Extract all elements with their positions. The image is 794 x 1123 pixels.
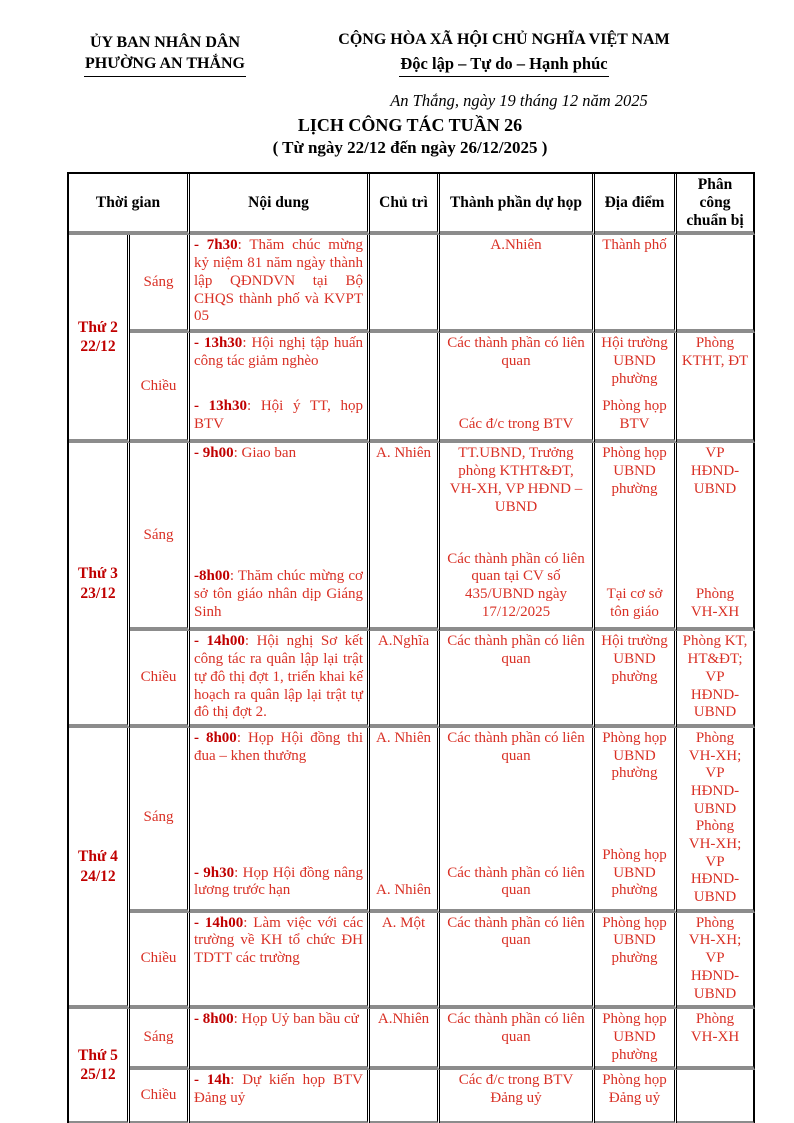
schedule-item-noidung (194, 865, 363, 900)
session-cell (130, 728, 190, 913)
schedule-item-noidung (194, 398, 363, 433)
cell-dia-diem (595, 443, 677, 631)
schedule-row (69, 235, 755, 333)
cell-noi-dung (190, 913, 370, 1009)
schedule-item-thanh_phan: Các đ/c trong BTV (458, 415, 574, 432)
cell-phan-cong (677, 443, 755, 631)
cell-phan-cong (677, 728, 755, 913)
schedule-item-phan_cong: Phòng KT, HT&ĐT; VP HĐND-UBND (682, 633, 748, 721)
header-noi-dung: Nội dung (190, 174, 370, 235)
day-cell (69, 1009, 130, 1123)
schedule-table-body (69, 235, 755, 1123)
document-subtitle: ( Từ ngày 22/12 đến ngày 26/12/2025 ) (272, 138, 548, 157)
session-label: Sáng (143, 809, 174, 826)
schedule-item-noidung (194, 1011, 363, 1029)
schedule-item-dia_diem: Tại cơ sở tôn giáo (606, 586, 663, 620)
cell-phan-cong (677, 631, 755, 727)
schedule-row (69, 631, 755, 727)
cell-chu-tri (370, 333, 440, 443)
day-date: 25/12 (80, 1066, 116, 1084)
schedule-item-thanh_phan: Các thành phần có liên quan (447, 335, 585, 370)
schedule-item-dia_diem: Phòng họp Đảng uỷ (602, 1072, 667, 1106)
document-title: LỊCH CÔNG TÁC TUẦN 26 (297, 115, 523, 135)
schedule-item-thanh_phan: Các đ/c trong BTV Đảng uỷ (458, 1072, 574, 1106)
schedule-item-noidung (194, 237, 363, 325)
cell-dia-diem (595, 913, 677, 1009)
cell-noi-dung (190, 1009, 370, 1070)
item-time: - 14h00 (194, 633, 245, 650)
session-label: Chiều (140, 1086, 177, 1103)
schedule-item-phan_cong: Phòng VH-XH; VP HĐND-UBND (688, 818, 742, 906)
schedule-row (69, 728, 755, 913)
cell-chu-tri (370, 1070, 440, 1123)
schedule-row (69, 1070, 755, 1123)
schedule-item-noidung (194, 568, 363, 621)
item-time: - 13h30 (194, 398, 247, 415)
cell-phan-cong (677, 1070, 755, 1123)
schedule-item-noidung (194, 335, 363, 370)
day-name: Thứ 2 (78, 319, 118, 337)
schedule-item-thanh_phan: TT.UBND, Trưởng phòng KTHT&ĐT, VH-XH, VP HĐND – UBND (449, 445, 583, 515)
schedule-item-dia_diem: Phòng họp UBND phường (602, 445, 667, 497)
item-time: - 9h30 (194, 864, 235, 881)
session-cell (130, 333, 190, 443)
schedule-table-wrapper (67, 172, 753, 1123)
schedule-item-phan_cong: Phòng VH-XH; VP HĐND-UBND (688, 729, 742, 817)
cell-chu-tri (370, 235, 440, 333)
schedule-item-dia_diem: Phòng họp UBND phường (602, 914, 667, 967)
cell-noi-dung (190, 631, 370, 727)
day-name: Thứ 3 (78, 565, 118, 583)
day-date: 24/12 (80, 867, 116, 885)
schedule-item-thanh_phan: Các thành phần có liên quan (447, 914, 585, 949)
cell-dia-diem (595, 1009, 677, 1070)
cell-thanh-phan (440, 1070, 595, 1123)
schedule-item-noidung (194, 445, 363, 463)
session-cell (130, 1070, 190, 1123)
item-text: : Hội ý TT, họp BTV (194, 398, 363, 432)
item-time: - 8h00 (194, 729, 237, 746)
session-label: Sáng (143, 1028, 174, 1045)
day-cell (69, 235, 130, 443)
item-text: : Giao ban (233, 445, 297, 462)
header-chu-tri: Chủ trì (370, 174, 440, 235)
item-text: : Dự kiến họp BTV Đảng uỷ (194, 1072, 363, 1106)
place-date-line: An Thắng, ngày 19 tháng 12 năm 2025 (390, 91, 648, 110)
item-text: : Hội nghị tập huấn công tác giảm nghèo (194, 335, 363, 370)
item-text: : Họp Hội đồng nâng lương trước hạn (194, 864, 363, 899)
schedule-item-thanh_phan: Các thành phần có liên quan tại CV số 435/UBND ngày 17/12/2025 (447, 550, 585, 620)
schedule-item-chu_tri: A.Nhiên (377, 1011, 430, 1028)
day-name: Thứ 5 (78, 1046, 118, 1064)
item-text: : Họp Uỷ ban bầu cử (233, 1011, 359, 1028)
schedule-item-noidung (194, 730, 363, 765)
schedule-table (67, 172, 755, 1123)
item-time: - 7h30 (194, 237, 238, 254)
item-time: - 9h00 (194, 445, 234, 462)
schedule-item-dia_diem: Phòng họp UBND phường (602, 729, 667, 782)
cell-dia-diem (595, 631, 677, 727)
cell-thanh-phan (440, 235, 595, 333)
org-name-line1: ỦY BAN NHÂN DÂN (89, 34, 241, 51)
day-date: 22/12 (80, 338, 116, 356)
cell-noi-dung (190, 443, 370, 631)
cell-phan-cong (677, 235, 755, 333)
day-cell (69, 728, 130, 1009)
org-name-line2: PHƯỜNG AN THẮNG (84, 53, 246, 77)
schedule-item-dia_diem: Phòng họp UBND phường (602, 846, 667, 899)
schedule-item-phan_cong: Phòng KTHT, ĐT (681, 335, 749, 370)
day-name: Thứ 4 (78, 848, 118, 866)
header-thoi-gian: Thời gian (69, 174, 190, 235)
cell-noi-dung (190, 728, 370, 913)
cell-thanh-phan (440, 443, 595, 631)
schedule-item-thanh_phan: Các thành phần có liên quan (447, 1011, 585, 1045)
item-text: : Họp Hội đồng thi đua – khen thưởng (194, 729, 363, 764)
session-cell (130, 913, 190, 1009)
national-motto-line1: CỘNG HÒA XÃ HỘI CHỦ NGHĨA VIỆT NAM (338, 31, 670, 48)
schedule-item-chu_tri: A.Nghĩa (377, 633, 430, 650)
schedule-row (69, 1009, 755, 1070)
cell-dia-diem (595, 1070, 677, 1123)
item-text: : Thăm chúc mừng kỷ niệm 81 năm ngày thành lập QĐNDVN tại Bộ CHQS thành phố và KVPT 05 (194, 237, 364, 325)
national-motto-line2: Độc lập – Tự do – Hạnh phúc (399, 53, 608, 77)
cell-chu-tri (370, 728, 440, 913)
item-time: -8h00 (194, 568, 230, 585)
schedule-item-chu_tri: A. Nhiên (376, 729, 431, 746)
day-date: 23/12 (80, 584, 116, 602)
header-thanh-phan: Thành phần dự họp (440, 174, 595, 235)
session-label: Chiều (140, 377, 177, 394)
session-cell (130, 443, 190, 631)
session-label: Chiều (140, 950, 177, 967)
session-cell (130, 631, 190, 727)
item-text: : Làm việc với các trường về KH tổ chức ĐH TDTT các trường (194, 914, 363, 967)
cell-chu-tri (370, 631, 440, 727)
session-label: Sáng (143, 526, 174, 543)
cell-thanh-phan (440, 333, 595, 443)
item-time: - 14h00 (194, 914, 244, 931)
session-label: Sáng (143, 273, 174, 290)
schedule-item-dia_diem: Hội trường UBND phường (601, 633, 668, 685)
cell-chu-tri (370, 1009, 440, 1070)
schedule-item-thanh_phan: Các thành phần có liên quan (447, 729, 585, 764)
session-cell (130, 1009, 190, 1070)
item-text: : Hội nghị Sơ kết công tác ra quân lập lại trật tự đô thị đợt 1, triển khai kế hoạch ra quân lập lại trật tự đô thị đợt 2. (194, 633, 364, 721)
item-text: : Thăm chúc mừng cơ sở tôn giáo nhân dịp Giáng Sinh (194, 568, 363, 620)
session-cell (130, 235, 190, 333)
day-cell (69, 443, 130, 727)
cell-thanh-phan (440, 1009, 595, 1070)
schedule-item-phan_cong: VP HĐND-UBND (690, 445, 740, 497)
schedule-item-dia_diem: Hội trường UBND phường (601, 335, 668, 387)
schedule-item-thanh_phan: A.Nhiên (490, 237, 542, 254)
cell-chu-tri (370, 913, 440, 1009)
schedule-item-noidung (194, 1072, 363, 1107)
schedule-item-dia_diem: Phòng họp UBND phường (602, 1011, 667, 1063)
cell-phan-cong (677, 1009, 755, 1070)
schedule-item-thanh_phan: Các thành phần có liên quan (447, 633, 585, 668)
schedule-item-phan_cong: Phòng VH-XH (690, 1011, 740, 1045)
session-label: Chiều (140, 668, 177, 685)
item-time: - 14h (194, 1072, 231, 1089)
schedule-row (69, 913, 755, 1009)
schedule-item-dia_diem: Phòng họp BTV (602, 398, 667, 432)
cell-thanh-phan (440, 728, 595, 913)
schedule-item-noidung (194, 915, 363, 968)
cell-noi-dung (190, 333, 370, 443)
schedule-row (69, 333, 755, 443)
schedule-item-phan_cong: Phòng VH-XH; VP HĐND-UBND (688, 914, 742, 1002)
header-row (69, 174, 755, 235)
header-dia-diem: Địa điểm (595, 174, 677, 235)
schedule-item-dia_diem: Thành phố (602, 237, 667, 254)
cell-noi-dung (190, 235, 370, 333)
item-time: - 13h30 (194, 335, 243, 352)
schedule-item-noidung (194, 633, 363, 721)
national-header-block (278, 30, 730, 77)
schedule-item-chu_tri: A. Một (381, 914, 426, 931)
issuing-org-block (62, 32, 268, 77)
schedule-item-chu_tri: A. Nhiên (376, 882, 431, 899)
schedule-item-chu_tri: A. Nhiên (376, 445, 431, 462)
cell-dia-diem (595, 235, 677, 333)
cell-thanh-phan (440, 913, 595, 1009)
schedule-row (69, 443, 755, 631)
schedule-item-thanh_phan: Các thành phần có liên quan (447, 864, 585, 899)
cell-chu-tri (370, 443, 440, 631)
cell-phan-cong (677, 333, 755, 443)
schedule-item-phan_cong: Phòng VH-XH (690, 586, 740, 620)
item-time: - 8h00 (194, 1011, 234, 1028)
header-phan-cong: Phân công chuẩn bị (677, 174, 755, 235)
cell-phan-cong (677, 913, 755, 1009)
cell-noi-dung (190, 1070, 370, 1123)
cell-dia-diem (595, 333, 677, 443)
cell-thanh-phan (440, 631, 595, 727)
cell-dia-diem (595, 728, 677, 913)
